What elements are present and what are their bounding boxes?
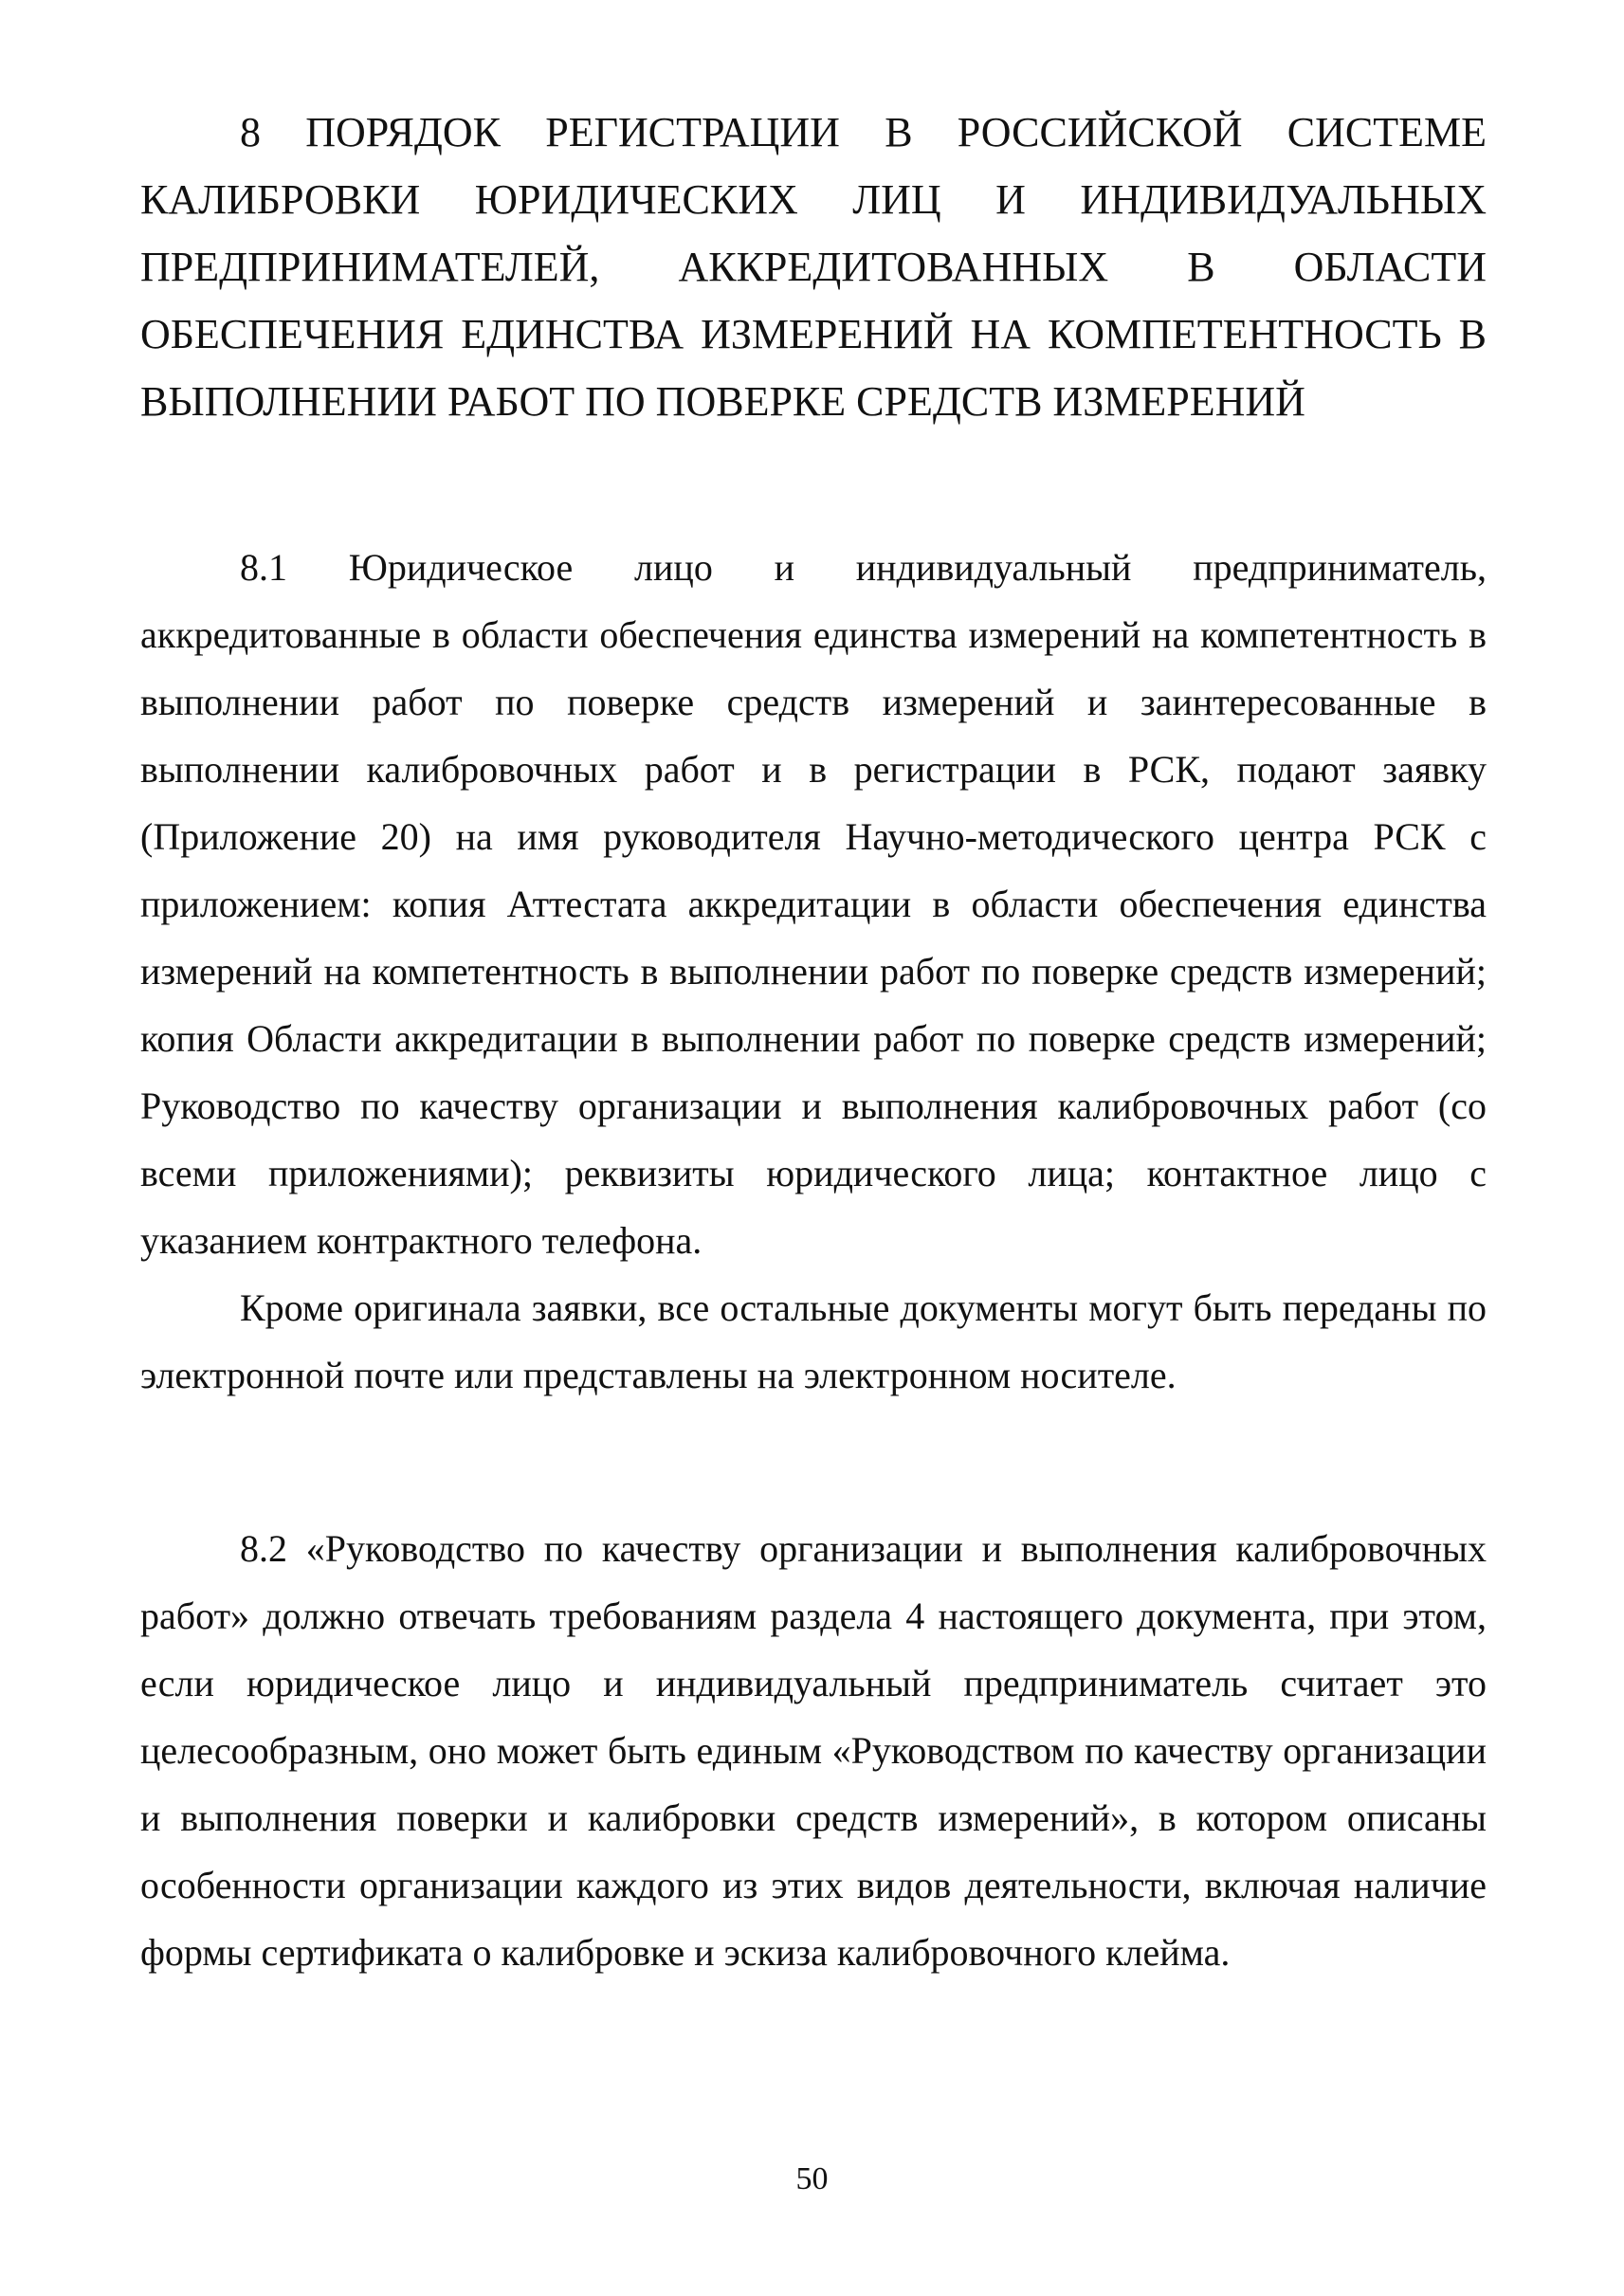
paragraph-documents-note: Кроме оригинала заявки, все остальные документы могут быть переданы по электронной почте или представлены на электронном носителе. [140, 1286, 1487, 1396]
paragraph-8-1: 8.1 Юридическое лицо и индивидуальный предприниматель, аккредитованные в области обеспечения единства измерений на компетентность в выполнении работ по поверке средств измерений и заинтересованные в выполнении калибровочных работ и в регистрации в РСК, подают заявку (Приложение 20) на имя руководителя Научно-методического центра РСК с приложением: копия Аттестата аккредитации в области обеспечения единства измерений на компетентность в выполнении работ по поверке средств измерений; копия Области аккредитации в выполнении работ по поверке средств измерений; Руководство по качеству организации и выполнения калибровочных работ (со всеми приложениями); реквизиты юридического лица; контактное лицо с указанием контрактного телефона. [140, 546, 1487, 1262]
page-number: 50 [795, 2161, 829, 2196]
section-number: 8 [240, 109, 261, 155]
section-title: ПОРЯДОК РЕГИСТРАЦИИ В РОССИЙСКОЙ СИСТЕМЕ КАЛИБРОВКИ ЮРИДИЧЕСКИХ ЛИЦ И ИНДИВИДУАЛЬНЫХ ПРЕДПРИНИМАТЕЛЕЙ, АККРЕДИТОВАННЫХ В ОБЛАСТИ ОБЕСПЕЧЕНИЯ ЕДИНСТВА ИЗМЕРЕНИЙ НА КОМПЕТЕНТНОСТЬ В ВЫПОЛНЕНИИ РАБОТ ПО ПОВЕРКЕ СРЕДСТВ ИЗМЕРЕНИЙ [140, 109, 1487, 425]
section-heading [140, 99, 1487, 435]
paragraph-8-2: 8.2 «Руководство по качеству организации и выполнения калибровочных работ» должно отвечать требованиям раздела 4 настоящего документа, при этом, если юридическое лицо и индивидуальный предприниматель считает это целесообразным, оно может быть единым «Руководством по качеству организации и выполнения поверки и калибровки средств измерений», в котором описаны особенности организации каждого из этих видов деятельности, включая наличие формы сертификата о калибровке и эскиза калибровочного клейма. [140, 1527, 1487, 1974]
page-content [140, 99, 1487, 1986]
